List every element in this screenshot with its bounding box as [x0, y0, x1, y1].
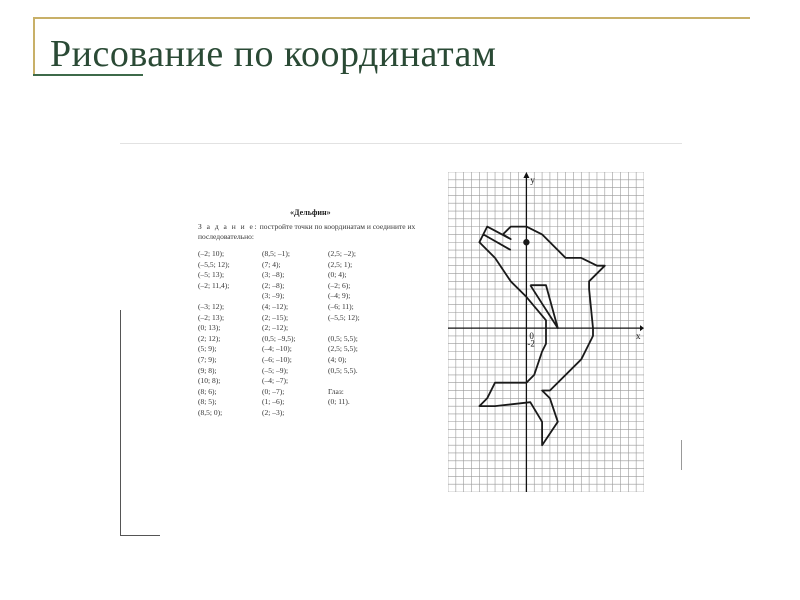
coord-entry: (9; 8); [198, 365, 217, 375]
coord-entry: (–5; 13); [198, 270, 225, 280]
coord-entry: (3; –9); [262, 291, 285, 301]
y-axis-label: y [530, 175, 535, 185]
coord-entry: (8,5; –1); [262, 249, 290, 258]
origin-label: 0 [529, 331, 534, 342]
coord-entry: (2,5; 1); [328, 259, 353, 269]
coord-entry [328, 376, 360, 387]
left-gold-rule [33, 17, 35, 75]
coord-entry: (4; 0); [328, 354, 347, 364]
coord-entry: (–4; –10); [262, 344, 292, 354]
task-lead: З а д а н и е: [198, 222, 258, 231]
coord-entry: (2,5; –2); [328, 249, 356, 258]
coord-entry: (3; –8); [262, 270, 285, 280]
scan-edge-top [120, 143, 682, 144]
coord-entry: (2,5; 5,5); [328, 344, 358, 354]
coord-entry: (–2; 11,4); [198, 280, 230, 290]
coord-column-3 [328, 249, 360, 419]
coord-entry: (0,5; 5,5); [328, 333, 358, 343]
coord-entry: (–6; 11); [328, 301, 354, 311]
coord-entry: (2; 12); [198, 333, 221, 343]
scan-edge-bottom [120, 535, 160, 536]
coord-entry: (–4; –7); [262, 376, 289, 386]
coord-entry: (2; –8); [262, 280, 285, 290]
coord-entry: Глаз: [328, 386, 344, 396]
coord-entry: (–3; 12); [198, 301, 225, 311]
tick-label: -2 [527, 338, 535, 349]
coord-entry: (8; 6); [198, 386, 217, 396]
coord-entry: (7; 9); [198, 354, 217, 364]
coord-entry [198, 291, 230, 302]
coord-entry: (–2; 10); [198, 249, 225, 258]
coord-entry: (4; –12); [262, 301, 289, 311]
coord-entry: (8,5; 0); [198, 407, 223, 417]
coord-entry: (–4; 9); [328, 291, 351, 301]
coord-column-1 [198, 249, 230, 419]
y-axis-arrow [523, 172, 529, 178]
scan-edge-right [681, 440, 682, 470]
coord-entry [328, 323, 360, 334]
coord-entry: (2; –12); [262, 323, 289, 333]
coord-entry: (0,5; –9,5); [262, 333, 296, 343]
coord-entry: (8; 5); [198, 397, 217, 407]
coord-entry: (–5,5; 12); [328, 312, 360, 322]
coord-entry: (2; –3); [262, 407, 285, 417]
eye-point [523, 239, 529, 245]
scan-edge-left [120, 310, 121, 536]
coord-entry: (10; 8); [198, 376, 221, 386]
coord-entry: (–2; 6); [328, 280, 351, 290]
coord-entry: (0; 13); [198, 323, 221, 333]
coord-entry [328, 408, 360, 419]
x-axis-label: x [636, 331, 641, 342]
worksheet-task [198, 222, 430, 242]
task-text: постройте точки по координатам и соедините их последовательно: [198, 222, 416, 241]
dolphin-plot [448, 172, 644, 492]
coord-entry: (2; –15); [262, 312, 289, 322]
coord-entry: (0; 11). [328, 397, 350, 407]
coord-entry: (0,5; 5,5). [328, 365, 358, 375]
coord-entry: (–5,5; 12); [198, 259, 230, 269]
coord-entry: (–5; –9); [262, 365, 289, 375]
coord-entry: (0; 4); [328, 270, 347, 280]
coord-entry: (–2; 13); [198, 312, 225, 322]
top-gold-rule [35, 17, 750, 19]
coord-entry: (1; –6); [262, 397, 285, 407]
coord-entry: (7; 4); [262, 259, 281, 269]
worksheet-title: «Дельфин» [290, 208, 331, 217]
coord-entry: (–6; –10); [262, 354, 292, 364]
x-axis-arrow [640, 325, 644, 331]
coord-entry: (0; –7); [262, 386, 285, 396]
slide-title: Рисование по координатам [50, 33, 497, 75]
coord-entry: (5; 9); [198, 344, 217, 354]
coord-column-2 [262, 249, 296, 419]
